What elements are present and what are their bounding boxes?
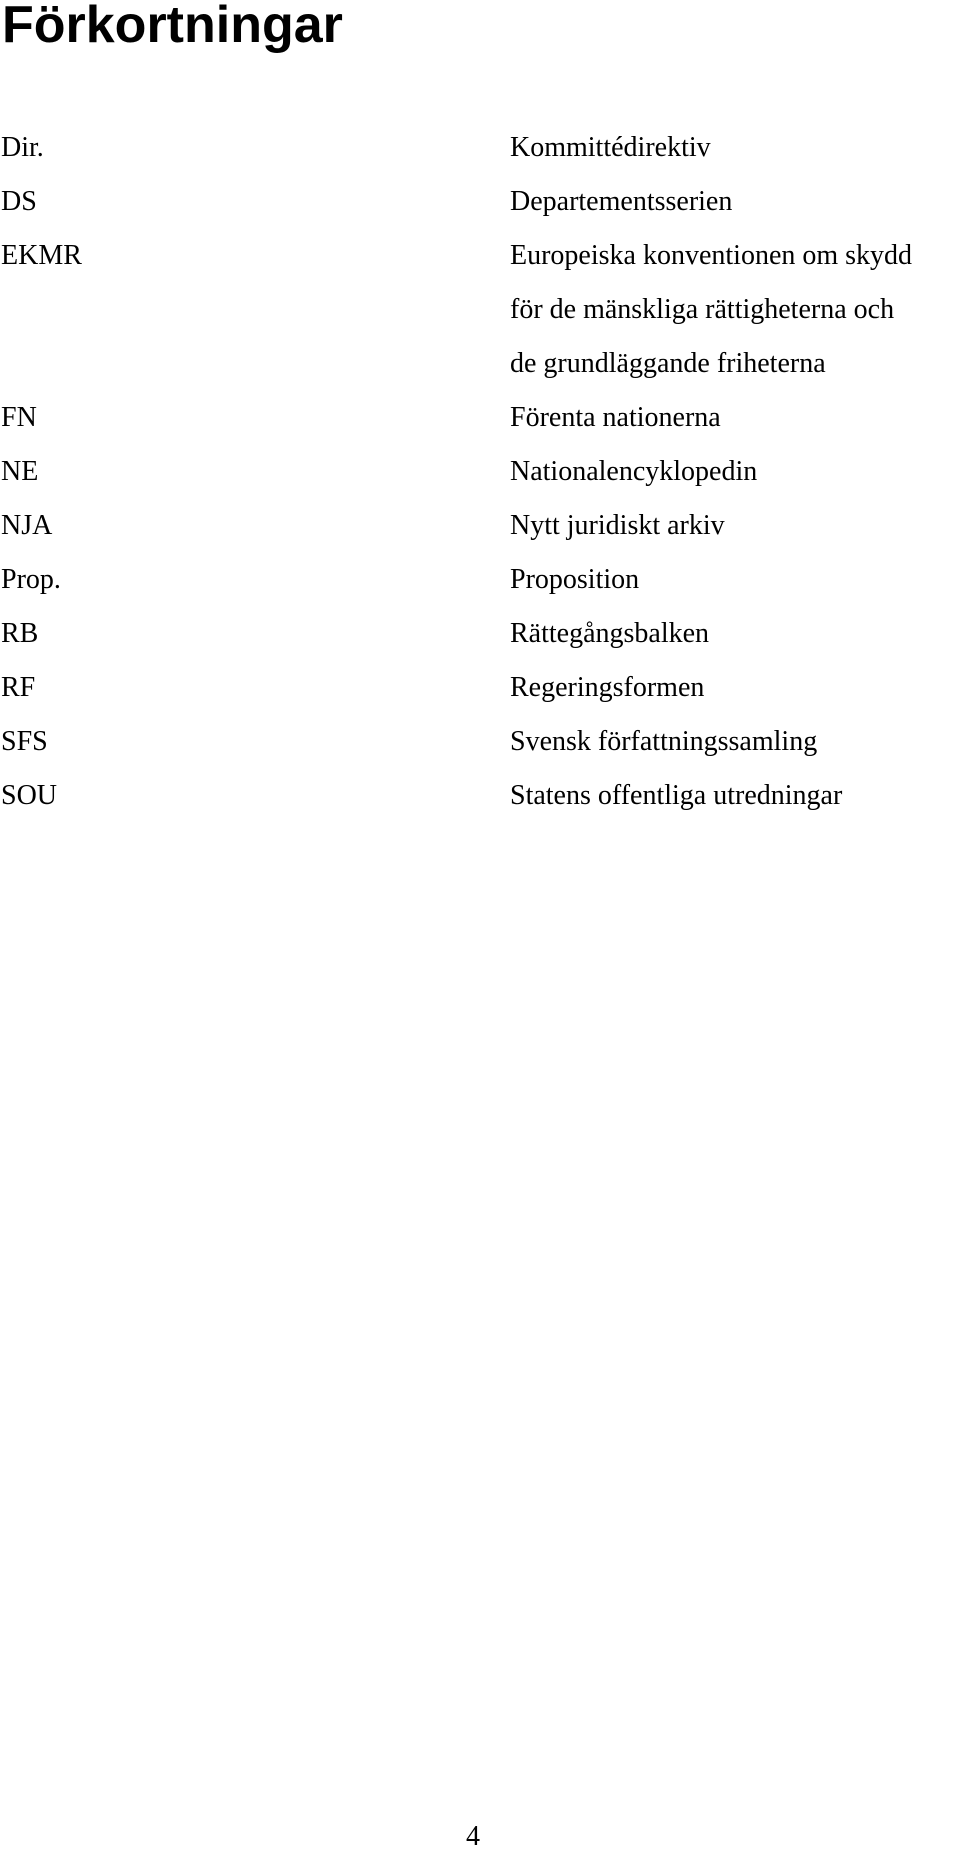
definition-line: för de mänskliga rättigheterna och (510, 294, 895, 325)
abbreviation-row (0, 661, 960, 715)
abbreviation-definition (510, 445, 960, 499)
definition-line: Nationalencyklopedin (510, 456, 758, 487)
abbreviation-definition (510, 499, 960, 553)
definition-line: Proposition (510, 564, 640, 595)
definition-line: Kommittédirektiv (510, 132, 711, 163)
page-number: 4 (466, 1821, 480, 1852)
abbreviation-term: EKMR (1, 240, 82, 271)
abbreviation-row (0, 607, 960, 661)
definition-line: Svensk författningssamling (510, 726, 818, 757)
abbreviation-definition (510, 769, 960, 823)
abbreviation-row (0, 175, 960, 229)
abbreviation-term: NE (1, 456, 39, 487)
abbreviation-definition (510, 229, 960, 391)
abbreviation-definition (510, 607, 960, 661)
abbreviation-definition (510, 121, 960, 175)
abbreviation-definition (510, 715, 960, 769)
page-title: Förkortningar (2, 0, 343, 54)
abbreviation-row (0, 715, 960, 769)
abbreviation-row (0, 445, 960, 499)
definition-line: Nytt juridiskt arkiv (510, 510, 725, 541)
abbreviation-term: FN (1, 402, 37, 433)
abbreviation-term: Dir. (1, 132, 44, 163)
definition-line: Europeiska konventionen om skydd (510, 240, 913, 271)
abbreviation-row (0, 499, 960, 553)
abbreviation-term: DS (1, 186, 37, 217)
abbreviation-term: SOU (1, 780, 58, 811)
definition-line: de grundläggande friheterna (510, 348, 826, 379)
abbreviation-term: SFS (1, 726, 48, 757)
abbreviation-definition (510, 391, 960, 445)
abbreviation-definition (510, 553, 960, 607)
abbreviation-term: RB (1, 618, 39, 649)
abbreviation-row (0, 391, 960, 445)
abbreviation-row (0, 121, 960, 175)
abbreviation-definition (510, 661, 960, 715)
abbreviation-term: NJA (1, 510, 53, 541)
abbreviation-row (0, 229, 960, 391)
abbreviation-term: Prop. (1, 564, 61, 595)
definition-line: Rättegångsbalken (510, 618, 710, 649)
definition-line: Statens offentliga utredningar (510, 780, 843, 811)
abbreviation-row (0, 769, 960, 823)
abbreviation-term: RF (1, 672, 36, 703)
definition-line: Regeringsformen (510, 672, 705, 703)
abbreviation-list (0, 121, 960, 823)
abbreviation-row (0, 553, 960, 607)
definition-line: Departementsserien (510, 186, 733, 217)
abbreviation-definition (510, 175, 960, 229)
definition-line: Förenta nationerna (510, 402, 721, 433)
